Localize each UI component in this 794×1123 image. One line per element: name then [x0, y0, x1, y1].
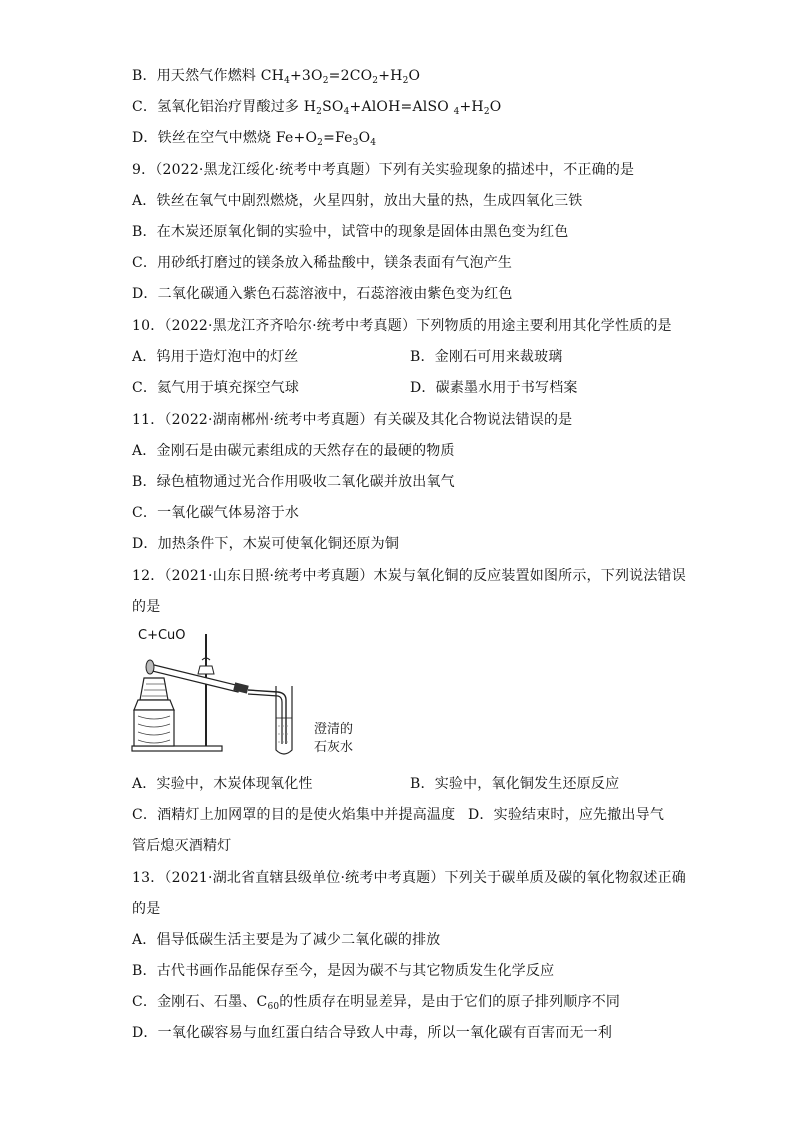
apparatus-drawing — [130, 626, 310, 758]
q13-option-a: A．倡导低碳生活主要是为了减少二氧化碳的排放 — [132, 932, 441, 948]
q13-stem: 13．（2021·湖北省直辖县级单位·统考中考真题）下列关于碳单质及碳的氧化物叙述正确 — [132, 870, 686, 886]
q8-option-d: D．铁丝在空气中燃烧 $Fe+O_2=Fe_3O_4$ — [132, 130, 377, 148]
mesh-cover — [140, 678, 168, 700]
q9-option-d: D．二氧化碳通入紫色石蕊溶液中，石蕊溶液由紫色变为红色 — [132, 286, 513, 302]
apparatus-figure — [130, 626, 360, 758]
q11-option-a: A．金刚石是由碳元素组成的天然存在的最硬的物质 — [132, 443, 455, 459]
q13-stem-cont: 的是 — [132, 901, 161, 917]
q12-option-c: C．酒精灯上加网罩的目的是使火焰集中并提高温度 — [132, 807, 456, 823]
q13-option-d: D．一氧化碳容易与血红蛋白结合导致人中毒，所以一氧化碳有百害而无一利 — [132, 1025, 613, 1041]
limewater-label-2: 石灰水 — [314, 740, 354, 755]
limewater-label-1: 澄清的 — [314, 722, 354, 737]
q9-option-b: B．在木炭还原氧化铜的实验中，试管中的现象是固体由黑色变为红色 — [132, 224, 569, 240]
stand-base — [132, 746, 222, 751]
q10-option-b: B．金刚石可用来裁玻璃 — [410, 349, 563, 365]
q12-option-a: A．实验中，木炭体现氧化性 — [132, 776, 313, 792]
q9-option-a: A．铁丝在氧气中剧烈燃烧，火星四射，放出大量的热，生成四氧化三铁 — [132, 193, 583, 209]
q10-option-d: D．碳素墨水用于书写档案 — [410, 380, 578, 396]
q10-stem: 10．（2022·黑龙江齐齐哈尔·统考中考真题）下列物质的用途主要利用其化学性质的是 — [132, 318, 672, 334]
q8-option-b: B．用天然气作燃料 $CH_4+3O_2=2CO_2+H_2O$ — [132, 68, 421, 86]
q12-option-b: B．实验中，氧化铜发生还原反应 — [410, 776, 620, 792]
q8-option-c: C．氢氧化铝治疗胃酸过多 $H_2SO_4+AlOH=AlSO$ $_4+H_2O$ — [132, 99, 502, 117]
q11-option-d: D．加热条件下，木炭可使氧化铜还原为铜 — [132, 536, 400, 552]
q10-option-a: A．钨用于造灯泡中的灯丝 — [132, 349, 299, 365]
q9-stem: 9．（2022·黑龙江绥化·统考中考真题）下列有关实验现象的描述中，不正确的是 — [132, 162, 635, 178]
reagent-label: C+CuO — [138, 628, 186, 643]
clamp — [198, 666, 214, 674]
q13-option-b: B．古代书画作品能保存至今，是因为碳不与其它物质发生化学反应 — [132, 963, 555, 979]
delivery-tube — [248, 690, 286, 744]
q12-stem: 12．（2021·山东日照·统考中考真题）木炭与氧化铜的反应装置如图所示，下列说法错误 — [132, 568, 686, 584]
alcohol-lamp — [134, 700, 174, 710]
q11-stem: 11．（2022·湖南郴州·统考中考真题）有关碳及其化合物说法错误的是 — [132, 412, 573, 428]
q9-option-c: C．用砂纸打磨过的镁条放入稀盐酸中，镁条表面有气泡产生 — [132, 255, 513, 271]
q12-stem-cont: 的是 — [132, 599, 161, 615]
q11-option-b: B．绿色植物通过光合作用吸收二氧化碳并放出氧气 — [132, 474, 455, 490]
q12-option-d-cont: 管后熄灭酒精灯 — [132, 838, 232, 854]
q10-option-c: C．氦气用于填充探空气球 — [132, 380, 300, 396]
q13-option-c: C．金刚石、石墨、$C_{60}$的性质存在明显差异，是由于它们的原子排列顺序不同 — [132, 994, 621, 1012]
q11-option-c: C．一氧化碳气体易溶于水 — [132, 505, 300, 521]
q12-option-d: D．实验结束时，应先撤出导气 — [468, 807, 665, 823]
